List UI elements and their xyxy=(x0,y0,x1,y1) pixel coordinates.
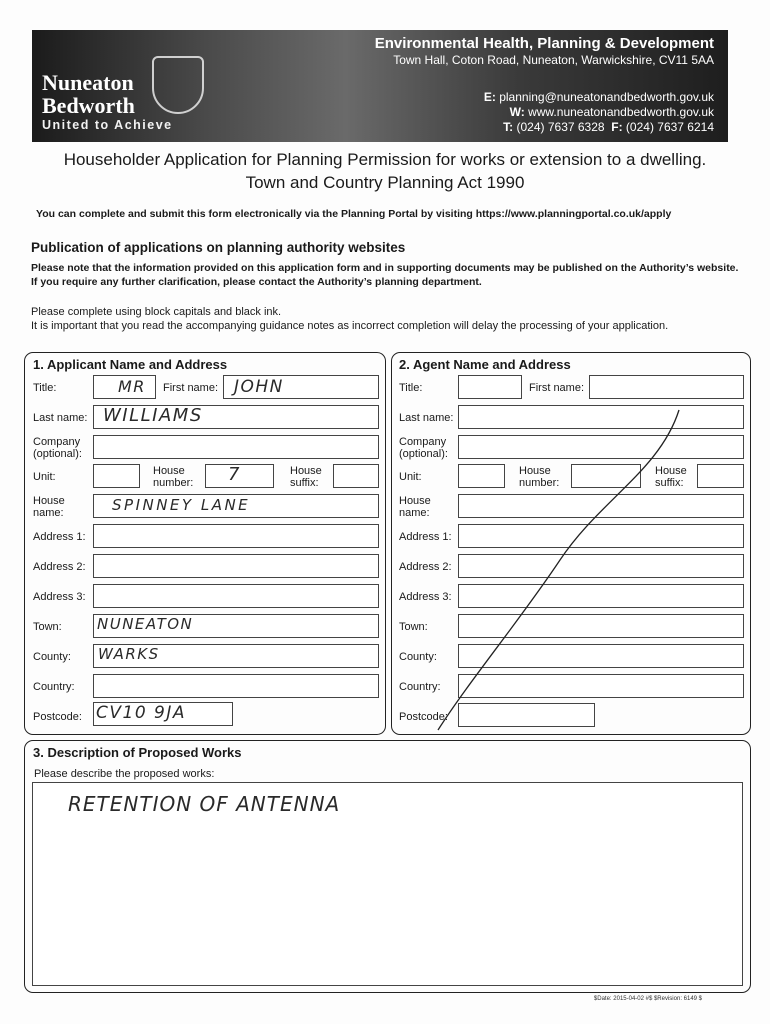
applicant-last-name-label: Last name: xyxy=(33,412,88,424)
applicant-house-name-label: House name: xyxy=(33,495,65,519)
applicant-town-value: NUNEATON xyxy=(97,615,194,633)
applicant-postcode-label: Postcode: xyxy=(33,711,82,723)
applicant-address1-label: Address 1: xyxy=(33,531,86,543)
applicant-address3-label: Address 3: xyxy=(33,591,86,603)
publication-heading: Publication of applications on planning authority websites xyxy=(31,240,406,255)
publication-text: Please note that the information provided on this application form and in supporting documents may be published on the Authority’s website. If you require any further clarification, please contact the Authority’s planning department. xyxy=(31,262,739,288)
applicant-town-label: Town: xyxy=(33,621,62,633)
logo-tagline: United to Achieve xyxy=(42,118,173,132)
applicant-county-value: WARKS xyxy=(98,645,160,663)
works-description-value: RETENTION OF ANTENNA xyxy=(68,792,341,816)
agent-house-suffix-label: House suffix: xyxy=(655,465,687,489)
applicant-house-number-label: House number: xyxy=(153,465,194,489)
agent-last-name-label: Last name: xyxy=(399,412,454,424)
agent-address2-label: Address 2: xyxy=(399,561,452,573)
applicant-title-value: MR xyxy=(118,377,146,396)
agent-house-name-label: House name: xyxy=(399,495,431,519)
agent-postcode-label: Postcode: xyxy=(399,711,448,723)
form-subtitle: Town and Country Planning Act 1990 xyxy=(245,173,525,192)
department-address: Town Hall, Coton Road, Nuneaton, Warwickshire, CV11 5AA xyxy=(393,53,714,67)
agent-title-label: Title: xyxy=(399,382,423,394)
applicant-title-label: Title: xyxy=(33,382,57,394)
works-heading: 3. Description of Proposed Works xyxy=(33,745,242,760)
form-title: Householder Application for Planning Permission for works or extension to a dwelling. xyxy=(63,150,707,169)
applicant-house-number-value: 7 xyxy=(228,464,241,485)
applicant-unit-label: Unit: xyxy=(33,471,56,483)
agent-country-label: Country: xyxy=(399,681,441,693)
instructions: Please complete using block capitals and black ink. It is important that you read the accompanying guidance notes as incorrect completion will delay the processing of your application. xyxy=(31,306,669,332)
contact-phone: T: (024) 7637 6328 F: (024) 7637 6214 xyxy=(503,120,714,134)
department-name: Environmental Health, Planning & Development xyxy=(374,35,714,52)
agent-unit-label: Unit: xyxy=(399,471,422,483)
contact-email: E: planning@nuneatonandbedworth.gov.uk xyxy=(483,90,714,104)
agent-county-label: County: xyxy=(399,651,437,663)
agent-town-label: Town: xyxy=(399,621,428,633)
revision-footer: $Date: 2015-04-02 #$ $Revision: 6149 $ xyxy=(593,996,702,1002)
works-prompt: Please describe the proposed works: xyxy=(34,768,215,780)
applicant-house-suffix-label: House suffix: xyxy=(290,465,322,489)
applicant-country-label: Country: xyxy=(33,681,75,693)
contact-web: W: www.nuneatonandbedworth.gov.uk xyxy=(509,105,714,119)
applicant-address2-label: Address 2: xyxy=(33,561,86,573)
applicant-heading: 1. Applicant Name and Address xyxy=(33,357,228,372)
applicant-first-name-value: JOHN xyxy=(234,377,284,397)
applicant-postcode-value: CV10 9JA xyxy=(96,703,186,723)
applicant-last-name-value: WILLIAMS xyxy=(103,405,203,426)
agent-address1-label: Address 1: xyxy=(399,531,452,543)
agent-address3-label: Address 3: xyxy=(399,591,452,603)
online-note: You can complete and submit this form electronically via the Planning Portal by visiting https://www.planningportal.co.uk/apply xyxy=(36,208,672,220)
agent-company-label: Company (optional): xyxy=(399,436,448,460)
applicant-first-name-label: First name: xyxy=(163,382,219,394)
agent-house-number-label: House number: xyxy=(519,465,560,489)
logo-line-2: Bedworth xyxy=(42,93,135,118)
applicant-company-label: Company (optional): xyxy=(33,436,82,460)
logo-line-1: Nuneaton xyxy=(42,70,134,95)
applicant-house-name-value: SPINNEY LANE xyxy=(112,496,251,514)
agent-first-name-label: First name: xyxy=(529,382,585,394)
agent-heading: 2. Agent Name and Address xyxy=(399,357,571,372)
applicant-county-label: County: xyxy=(33,651,71,663)
